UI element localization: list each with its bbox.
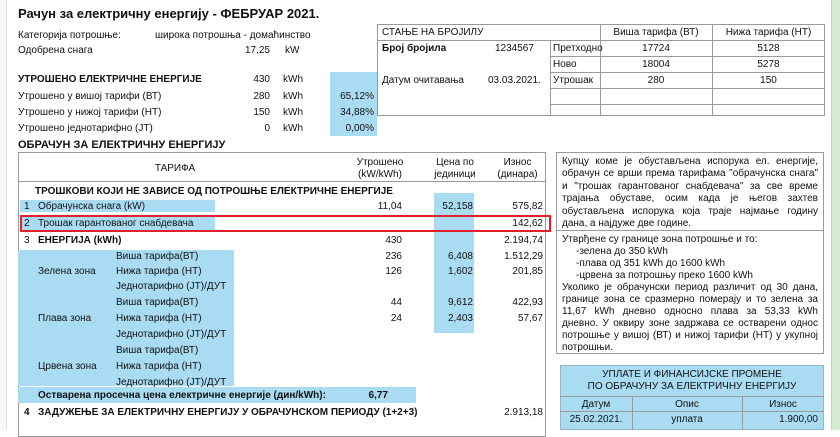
meter-date-value: 03.03.2021. [488,75,541,86]
col-price: Цена по [436,157,474,168]
meter-row-label: Утрошак [553,75,594,86]
consumption-row-unit: kWh [283,91,303,102]
item-number: 2 [24,218,30,229]
zone-name: Зелена зона [38,266,96,277]
consumption-row-value: 280 [253,91,270,102]
col-amount: Износ [503,157,532,168]
meter-col-vt: Виша тарифа (ВТ) [613,27,699,38]
payment-date: 25.02.2021. [569,414,623,425]
note-suspension: Купцу коме је обустављена испорука ел. енергије, обрачун се врши према тарифама "обрачунска снага" и "трошак гарантованог снабдевача" за све време трајања обуставе, осим када је његов захтев обустављена испорука која траје најмање годину дана, а најдуже две године. [562,156,818,230]
right-page-edge [831,0,840,430]
consumption-row-unit: kWh [283,107,303,118]
meter-date-label: Датум очитавања [382,75,464,86]
calc-title: ОБРАЧУН ЗА ЕЛЕКТРИЧНУ ЕНЕРГИЈУ [18,139,226,151]
item-number: 4 [24,407,30,418]
zone-row-used: 44 [390,297,402,308]
category-value: широка потрошња - домаћинство [155,30,311,41]
zone-row-used: 236 [385,251,402,262]
meter-row-label: Претходно [553,43,603,54]
note-zones-body: Уколико је обрачунски период различит од 30 дана, границе зона се сразмерно померају и то зелена за 11,67 kWh дневно односно плава за 53,33 kWh дневно. У оквиру зоне задржава се остварени однос потрошње у вишој (ВТ) и нижој тарифи (НТ) у укупној потрошњи. [562,282,818,354]
power-unit: kW [285,45,300,56]
left-page-edge [0,0,7,430]
meter-row-vt: 18004 [642,59,670,70]
zone-name: Плава зона [38,313,92,324]
zone-row-label: Нижа тарифа (НТ) [116,361,202,372]
payments-title-line1: УПЛАТЕ И ФИНАНСИЈСКЕ ПРОМЕНЕ [602,369,782,380]
zone-row-amount: 1.512,29 [504,251,543,262]
meter-title: СТАЊЕ НА БРОЈИЛУ [382,27,484,38]
consumption-row-value: 150 [253,107,270,118]
consumption-row-label: Утрошено једнотарифно (ЈТ) [18,123,153,134]
note-zone-blue: -плава од 351 kWh до 1600 kWh [576,258,726,269]
col-used: Утрошено [356,157,404,168]
payment-desc: уплата [671,414,703,425]
note-zones-intro: Утврђене су границе зона потрошње и то: [562,234,758,245]
zone-row-label: Виша тарифа(ВТ) [116,251,199,262]
meter-row-vt: 17724 [642,43,670,54]
consumption-row-pct: 0,00% [345,123,374,134]
category-label: Категорија потрошње: [18,30,121,41]
price-highlight [434,193,474,333]
zone-row-amount: 57,67 [517,313,543,324]
meter-row-nt: 5128 [757,43,780,54]
zone-row-used: 126 [385,266,402,277]
zone-row-label: Виша тарифа(ВТ) [116,297,199,308]
consumption-row-label: Утрошено у нижој тарифи (НТ) [18,107,162,118]
zone-row-amount: 201,85 [512,266,543,277]
item-amount: 575,82 [512,201,543,212]
item-label: ЗАДУЖЕЊЕ ЗА ЕЛЕКТРИЧНУ ЕНЕРГИЈУ У ОБРАЧУНСКОМ ПЕРИОДУ (1+2+3) [38,407,418,418]
zone-row-price: 9,612 [447,297,473,308]
consumption-row-unit: kWh [283,123,303,134]
item-number: 1 [24,201,30,212]
meter-row-vt: 280 [647,75,665,86]
col-amount-unit: (динара) [497,169,538,180]
consumption-title: УТРОШЕНО ЕЛЕКТРИЧНЕ ЕНЕРГИЈЕ [18,74,202,85]
meter-row-nt: 150 [760,75,777,86]
payments-col-desc: Опис [675,399,699,410]
zone-row-price: 2,403 [447,313,473,324]
power-label: Одобрена снага [18,45,93,56]
zone-row-price: 6,408 [447,251,473,262]
consumption-row-value: 0 [264,123,270,134]
col-tariff: ТАРИФА [154,163,196,174]
note-zone-red: -црвена за потрошњу преко 1600 kWh [576,270,753,281]
meter-row-nt: 5278 [757,59,780,70]
meter-row-label: Ново [553,59,577,70]
item-amount: 2.913,18 [504,407,543,418]
zone-name: Црвена зона [38,361,97,372]
item-label: ЕНЕРГИЈА (kWh) [38,235,122,246]
item-label: Обрачунска снага (kW) [38,201,146,212]
col-price-unit: јединици [434,169,476,180]
power-value: 17,25 [244,45,270,56]
item-amount: 2.194,74 [504,235,543,246]
calc-section-title: ТРОШКОВИ КОЈИ НЕ ЗАВИСЕ ОД ПОТРОШЊЕ ЕЛЕКТРИЧНЕ ЕНЕРГИЈЕ [35,186,393,197]
avg-price-value: 6,77 [368,390,388,401]
consumption-row-pct: 34,88% [340,107,374,118]
item-price: 52,158 [442,201,473,212]
meter-number-value: 1234567 [495,43,534,54]
avg-price-label: Остварена просечна цена електричне енергије (дин/kWh): [38,390,326,401]
payments-col-amount: Износ [769,399,797,410]
item-label: Трошак гарантованог снабдевача [38,218,194,229]
item-amount: 142,62 [512,218,543,229]
zone-row-label: Једнотарифно (ЈТ)/ДУТ [116,281,227,292]
zone-row-label: Виша тарифа(ВТ) [116,345,199,356]
zone-row-amount: 422,93 [512,297,543,308]
meter-number-label: Број бројила [382,43,447,54]
zone-row-price: 1,602 [447,266,473,277]
payment-amount: 1.900,00 [779,414,818,425]
meter-col-nt: Нижа тарифа (НТ) [725,27,812,38]
note-zone-green: -зелена до 350 kWh [576,246,668,257]
payments-title-line2: ПО ОБРАЧУНУ ЗА ЕЛЕКТРИЧНУ ЕНЕРГИЈУ [587,381,797,392]
zone-row-label: Нижа тарифа (НТ) [116,313,202,324]
item-used: 430 [385,235,402,246]
zone-row-used: 24 [390,313,402,324]
consumption-total: 430 [253,74,270,85]
zone-row-label: Једнотарифно (ЈТ)/ДУТ [116,329,227,340]
item-number: 3 [24,235,30,246]
zone-row-label: Нижа тарифа (НТ) [116,266,202,277]
payments-col-date: Датум [581,399,611,410]
page-title: Рачун за електричну енергију - ФЕБРУАР 2021. [18,6,320,21]
zone-row-label: Једнотарифно (ЈТ)/ДУТ [116,377,227,388]
consumption-row-pct: 65,12% [340,91,374,102]
item-used: 11,04 [377,201,402,212]
col-used-unit: (kW/kWh) [358,169,402,180]
consumption-row-label: Утрошено у вишој тарифи (ВТ) [18,91,162,102]
consumption-total-unit: kWh [283,74,303,85]
